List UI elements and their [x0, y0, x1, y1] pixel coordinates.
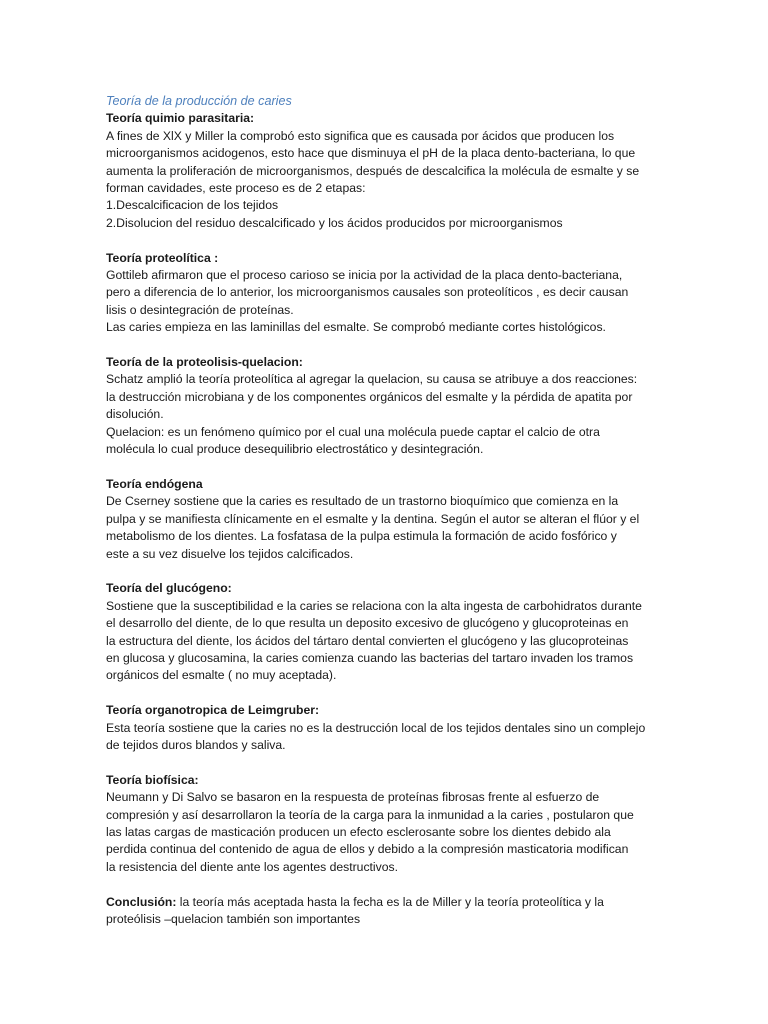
conclusion-line: proteólisis –quelacion también son importantes: [106, 911, 361, 926]
paragraph-line: lisis o desintegración de proteínas.: [106, 302, 294, 317]
paragraph-line: aumenta la proliferación de microorganismos, después de descalcifica la molécula de esmalte y se: [106, 163, 640, 178]
section-glucogeno: [106, 580, 746, 684]
list-item: 1.Descalcificacion de los tejidos: [106, 198, 279, 213]
paragraph-line: microorganismos acidogenos, esto hace que disminuya el pH de la placa dento-bacteriana, lo que: [106, 146, 636, 161]
section-endogena: [106, 476, 746, 563]
paragraph-line: la destrucción microbiana y de los componentes orgánicos del esmalte y la pérdida de apatita por: [106, 389, 633, 404]
paragraph-line: el desarrollo del diente, de lo que resulta un deposito excesivo de glucógeno y glucoproteinas en: [106, 616, 629, 631]
conclusion-line: [106, 894, 746, 911]
section-heading: Teoría organotropica de Leimgruber:: [106, 703, 320, 718]
paragraph-line: las latas cargas de masticación producen un efecto esclerosante sobre los dientes debido ala: [106, 824, 611, 839]
paragraph-line: molécula lo cual produce desequilibrio electrostático y desintegración.: [106, 442, 484, 457]
paragraph-line: este a su vez disuelve los tejidos calcificados.: [106, 546, 354, 561]
paragraph-line: disolución.: [106, 407, 164, 422]
section-heading: Teoría biofísica:: [106, 772, 199, 787]
paragraph-line: Las caries empieza en las laminillas del esmalte. Se comprobó mediante cortes histológicos.: [106, 320, 606, 335]
paragraph-line: en glucosa y glucosamina, la caries comienza cuando las bacterias del tartaro invaden los tramos: [106, 650, 634, 665]
document-title: Teoría de la producción de caries: [106, 94, 292, 108]
section-heading: Teoría quimio parasitaria:: [106, 111, 255, 126]
paragraph-line: A fines de XlX y Miller la comprobó esto significa que es causada por ácidos que producen los: [106, 128, 615, 143]
paragraph-line: orgánicos del esmalte ( no muy aceptada).: [106, 668, 337, 683]
paragraph-line: pero a diferencia de lo anterior, los microorganismos causales son proteolíticos , es decir causan: [106, 285, 629, 300]
paragraph-line: perdida continua del contenido de agua de ellos y debido a la compresión masticatoria modifican: [106, 842, 629, 857]
paragraph-line: Neumann y Di Salvo se basaron en la respuesta de proteínas fibrosas frente al esfuerzo de: [106, 790, 600, 805]
paragraph-line: pulpa y se manifiesta clínicamente en el esmalte y la dentina. Según el autor se alteran el flúor y el: [106, 511, 640, 526]
paragraph-line: Gottileb afirmaron que el proceso carioso se inicia por la actividad de la placa dento-bacteriana,: [106, 268, 623, 283]
paragraph-line: metabolismo de los dientes. La fosfatasa de la pulpa estimula la formación de acido fosfórico y: [106, 529, 617, 544]
paragraph-line: de tejidos duros blandos y saliva.: [106, 737, 286, 752]
list-item: 2.Disolucion del residuo descalcificado y los ácidos producidos por microorganismos: [106, 215, 563, 230]
section-heading: Teoría proteolítica :: [106, 250, 219, 265]
section-heading: Teoría endógena: [106, 476, 203, 491]
paragraph-line: la resistencia del diente ante los agentes destructivos.: [106, 859, 398, 874]
paragraph-line: Esta teoría sostiene que la caries no es la destrucción local de los tejidos dentales sino un complejo: [106, 720, 646, 735]
section-proteolitica: [106, 250, 746, 337]
conclusion-text: la teoría más aceptada hasta la fecha es la de Miller y la teoría proteolítica y la: [176, 894, 604, 909]
paragraph-line: Quelacion: es un fenómeno químico por el cual una molécula puede captar el calcio de otra: [106, 424, 600, 439]
section-proteolisis-quelacion: [106, 354, 746, 458]
section-organotropica: [106, 702, 746, 754]
paragraph-line: forman cavidades, este proceso es de 2 etapas:: [106, 181, 366, 196]
paragraph-line: De Cserney sostiene que la caries es resultado de un trastorno bioquímico que comienza en la: [106, 494, 619, 509]
section-heading: Teoría del glucógeno:: [106, 581, 232, 596]
paragraph-line: la estructura del diente, los ácidos del tártaro dental convierten el glucógeno y las glucoproteinas: [106, 633, 629, 648]
section-heading: Teoría de la proteolisis-quelacion:: [106, 355, 303, 370]
paragraph-line: compresión y así desarrollaron la teoría de la carga para la inmunidad a la caries , postularon que: [106, 807, 634, 822]
section-biofisica: [106, 772, 746, 876]
conclusion-label: Conclusión:: [106, 894, 177, 909]
document-page: [106, 93, 746, 946]
section-conclusion: [106, 894, 746, 929]
paragraph-line: Sostiene que la susceptibilidad e la caries se relaciona con la alta ingesta de carbohidratos durante: [106, 598, 642, 613]
paragraph-line: Schatz amplió la teoría proteolítica al agregar la quelacion, su causa se atribuye a dos reacciones:: [106, 372, 638, 387]
section-quimio-parasitaria: [106, 110, 746, 232]
